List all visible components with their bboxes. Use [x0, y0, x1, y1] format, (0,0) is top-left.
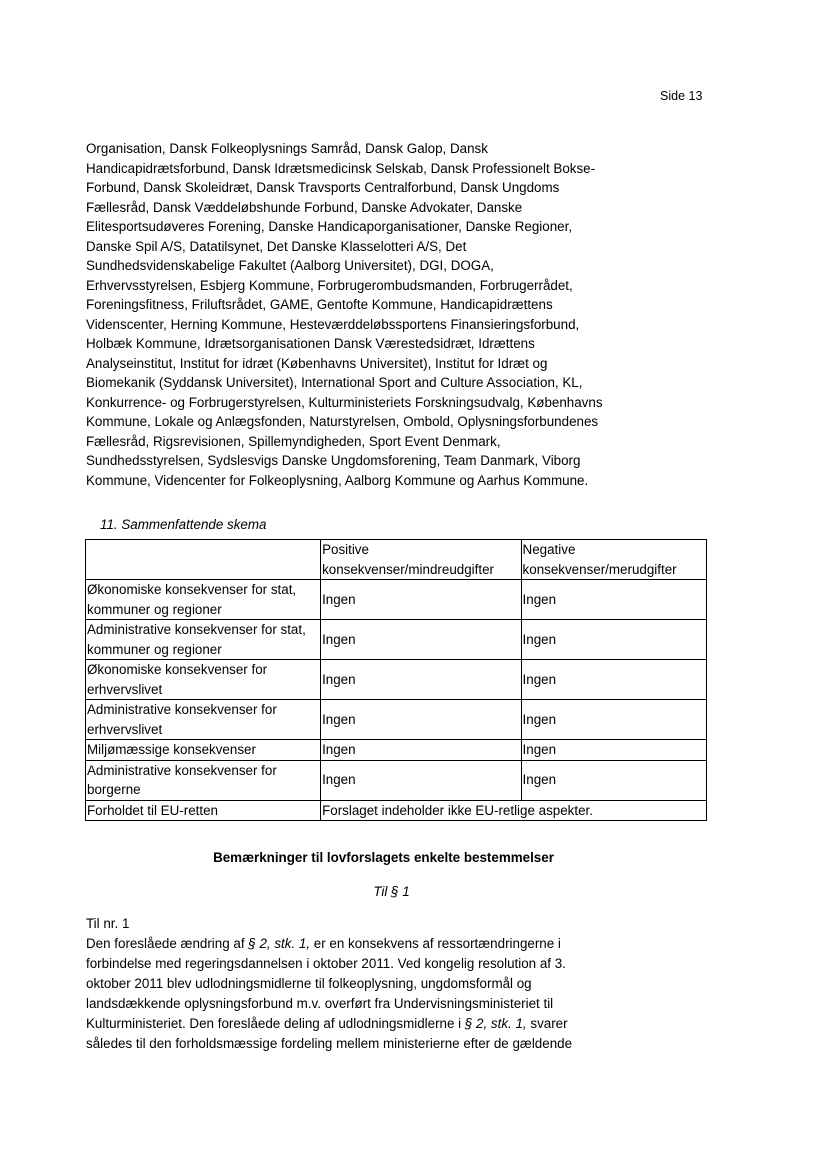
header-blank-cell	[86, 540, 321, 580]
eu-label-cell: Forholdet til EU-retten	[86, 800, 321, 821]
body-line: landsdækkende oplysningsforbund m.v. overført fra Undervisningsministeriet til	[86, 996, 554, 1011]
body-line: således til den forholdsmæssige fordeling mellem ministerierne efter de gældende	[86, 1036, 573, 1051]
paragraph-line: Erhvervsstyrelsen, Esbjerg Kommune, Forbrugerombudsmanden, Forbrugerrådet,	[86, 277, 573, 293]
paragraph-line: Danske Spil A/S, Datatilsynet, Det Danske Klasselotteri A/S, Det	[86, 238, 467, 254]
table-row-eu	[86, 800, 707, 821]
paragraph-line: Forbund, Dansk Skoleidræt, Dansk Travsports Centralforbund, Dansk Ungdoms	[86, 180, 560, 195]
row-positive-cell: Ingen	[321, 580, 521, 620]
row-positive-cell: Ingen	[321, 740, 521, 761]
table-row	[86, 760, 707, 800]
paragraph-line: Kommune, Lokale og Anlægsfonden, Naturstyrelsen, Ombold, Oplysningsforbundenes	[86, 414, 599, 429]
row-negative-cell: Ingen	[521, 740, 706, 761]
body-line	[86, 1014, 726, 1034]
paragraph-line: Biomekanik (Syddansk Universitet), International Sport and Culture Association, KL,	[86, 375, 583, 390]
paragraph-line: Fællesråd, Dansk Væddeløbshunde Forbund, Danske Advokater, Danske	[86, 199, 523, 215]
row-label-line: Økonomiske konsekvenser for	[87, 662, 268, 677]
paragraph-line: Konkurrence- og Forbrugerstyrelsen, Kulturministeriets Forskningsudvalg, Københavns	[86, 394, 603, 410]
row-label-line: borgerne	[87, 782, 141, 797]
body-text: svarer	[526, 1016, 568, 1031]
paragraph-line: Sundhedsstyrelsen, Sydslesvigs Danske Ungdomsforening, Team Danmark, Viborg	[86, 453, 581, 468]
row-negative-cell: Ingen	[521, 580, 706, 620]
table-row	[86, 620, 707, 660]
row-negative-cell: Ingen	[521, 700, 706, 740]
sub-reference: Til nr. 1	[86, 916, 130, 931]
eu-value-cell: Forslaget indeholder ikke EU-retlige aspekter.	[321, 800, 707, 821]
header-positive-cell	[321, 540, 521, 580]
body-line	[86, 934, 726, 954]
paragraph-line: Analyseinstitut, Institut for idræt (Københavns Universitet), Institut for Idræt og	[86, 355, 548, 371]
row-label-line: Miljømæssige konsekvenser	[87, 742, 256, 757]
remarks-body	[86, 914, 726, 1054]
row-label-cell	[86, 660, 321, 700]
paragraph-line: Videnscenter, Herning Kommune, Hesteværddeløbssportens Finansieringsforbund,	[86, 316, 580, 332]
paragraph-reference: Til § 1	[373, 884, 410, 899]
header-positive-line1: Positive	[322, 542, 369, 557]
statute-reference: § 2, stk. 1,	[464, 1016, 527, 1031]
row-label-line: kommuner og regioner	[87, 601, 222, 617]
row-label-cell	[86, 580, 321, 620]
table-row	[86, 740, 707, 761]
row-label-line: erhvervslivet	[87, 681, 163, 697]
row-label-line: kommuner og regioner	[87, 641, 222, 657]
body-text: Den foreslåede ændring af	[86, 936, 249, 951]
header-positive-line2: konsekvenser/mindreudgifter	[322, 561, 494, 577]
table-row	[86, 660, 707, 700]
statute-reference: § 2, stk. 1,	[248, 936, 311, 951]
header-negative-line2: konsekvenser/merudgifter	[522, 561, 677, 577]
header-negative-cell	[521, 540, 706, 580]
paragraph-line: Fællesråd, Rigsrevisionen, Spillemyndigheden, Sport Event Denmark,	[86, 433, 501, 449]
row-positive-cell: Ingen	[321, 660, 521, 700]
row-positive-cell: Ingen	[321, 760, 521, 800]
body-line: oktober 2011 blev udlodningsmidlerne til folkeoplysning, ungdomsformål og	[86, 976, 532, 991]
table-row	[86, 700, 707, 740]
remarks-heading: Bemærkninger til lovforslagets enkelte bestemmelser	[213, 850, 554, 865]
body-text: Kulturministeriet. Den foreslåede deling af udlodningsmidlerne i	[86, 1016, 465, 1031]
row-label-line: Økonomiske konsekvenser for stat,	[87, 582, 297, 597]
paragraph-line: Elitesportsudøveres Forening, Danske Handicaporganisationer, Danske Regioner,	[86, 219, 573, 234]
row-label-cell	[86, 620, 321, 660]
paragraph-line: Handicapidrætsforbund, Dansk Idrætsmedicinsk Selskab, Dansk Professionelt Bokse-	[86, 160, 596, 176]
summary-section-title: 11. Sammenfattende skema	[100, 517, 267, 532]
row-label-line: erhvervslivet	[87, 721, 163, 737]
row-label-line: Administrative konsekvenser for	[87, 762, 277, 778]
row-label-line: Administrative konsekvenser for	[87, 702, 277, 717]
summary-table	[85, 539, 707, 821]
page-number: Side 13	[660, 89, 703, 103]
paragraph-line: Kommune, Videncenter for Folkeoplysning, Aalborg Kommune og Aarhus Kommune.	[86, 472, 589, 488]
row-negative-cell: Ingen	[521, 620, 706, 660]
row-label-line: Administrative konsekvenser for stat,	[87, 622, 306, 637]
table-row	[86, 580, 707, 620]
paragraph-line: Holbæk Kommune, Idrætsorganisationen Dansk Værestedsidræt, Idrættens	[86, 336, 535, 351]
body-line: forbindelse med regeringsdannelsen i oktober 2011. Ved kongelig resolution af 3.	[86, 956, 566, 971]
body-text: er en konsekvens af ressortændringerne i	[310, 936, 561, 951]
paragraph-line: Sundhedsvidenskabelige Fakultet (Aalborg Universitet), DGI, DOGA,	[86, 258, 494, 273]
header-negative-line1: Negative	[522, 542, 576, 557]
paragraph-line: Foreningsfitness, Friluftsrådet, GAME, Gentofte Kommune, Handicapidrættens	[86, 297, 553, 312]
row-label-cell	[86, 740, 321, 761]
row-positive-cell: Ingen	[321, 700, 521, 740]
paragraph-line: Organisation, Dansk Folkeoplysnings Samråd, Dansk Galop, Dansk	[86, 141, 488, 156]
row-negative-cell: Ingen	[521, 760, 706, 800]
row-label-cell	[86, 700, 321, 740]
consultation-paragraph	[86, 139, 726, 490]
row-positive-cell: Ingen	[321, 620, 521, 660]
table-header-row	[86, 540, 707, 580]
row-negative-cell: Ingen	[521, 660, 706, 700]
row-label-cell	[86, 760, 321, 800]
